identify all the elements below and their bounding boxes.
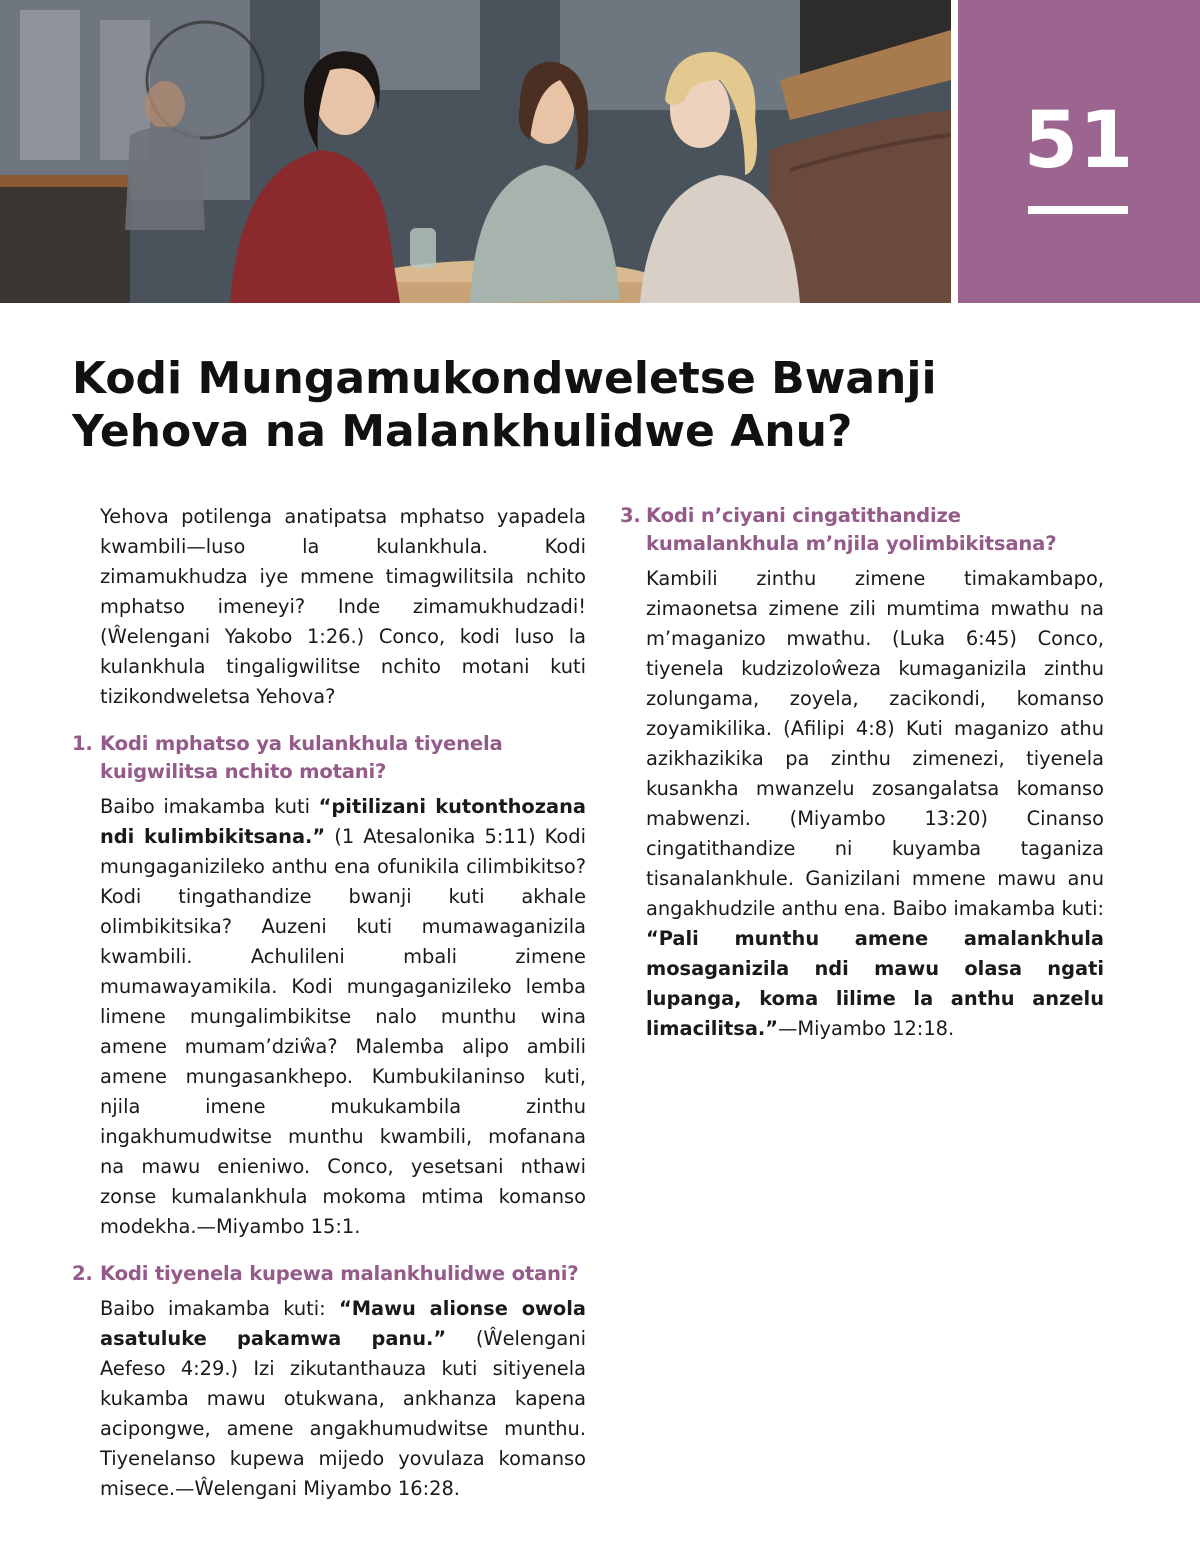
answer-3-paragraph <box>620 564 1104 1044</box>
page-title-line1: Kodi Mungamukondweletse Bwanji <box>72 353 937 404</box>
cafe-scene-illustration <box>0 0 951 303</box>
answer-2-quote: “Mawu alionse owola asatuluke pakamwa panu.” <box>100 1297 586 1350</box>
answer-2-paragraph <box>72 1294 586 1504</box>
page-title <box>72 352 1072 458</box>
question-2-number: 2. <box>72 1262 93 1285</box>
answer-2-post: (Ŵelengani Aefeso 4:29.) Izi zikutanthauza kuti sitiyenela kukamba mawu otukwana, ankhanza kapena acipongwe, amene angakhumudwitse munthu. Tiyenelanso kupewa mijedo yovulaza komanso misece.—Ŵelengani Miyambo 16:28. <box>100 1327 586 1500</box>
question-3-text: Kodi n’ciyani cingatithandize kumalankhula m’njila yolimbikitsana? <box>646 504 1057 555</box>
page-title-line2: Yehova na Malankhulidwe Anu? <box>72 406 853 457</box>
question-2-text: Kodi tiyenela kupewa malankhulidwe otani? <box>100 1262 579 1285</box>
question-1 <box>72 730 586 786</box>
answer-2-pre: Baibo imakamba kuti: <box>100 1297 339 1320</box>
intro-paragraph: Yehova potilenga anatipatsa mphatso yapadela kwambili—luso la kulankhula. Kodi zimamukhudza iye mmene timagwilitsila nchito mphatso imeneyi? Inde zimamukhudzadi! (Ŵelengani Yakobo 1:26.) Conco, kodi luso la kulankhula tingaligwilitse nchito motani kuti tizikondweletsa Yehova? <box>100 505 586 708</box>
chapter-number: 51 <box>1023 96 1135 186</box>
right-column <box>620 502 1104 1044</box>
answer-3-quote: “Pali munthu amene amalankhula mosaganizila ndi mawu olasa ngati lupanga, koma lilime la anthu anzelu limacilitsa.” <box>646 927 1104 1040</box>
chapter-rule <box>1028 206 1128 214</box>
question-1-number: 1. <box>72 732 93 755</box>
answer-1-paragraph <box>72 792 586 1242</box>
header-photo <box>0 0 951 303</box>
answer-1-post: (1 Atesalonika 5:11) Kodi mungaganizileko anthu ena ofunikila cilimbikitso? Kodi tingathandize bwanji kuti akhale olimbikitsika? Auzeni kuti mumawaganizila kwambili. Achulileni mbali zimene mumawayamikila. Kodi mungaganizileko lemba limene mungalimbikitse nalo munthu wina amene mumam’dziŵa? Malemba alipo ambili amene mungasankhepo. Kumbukilaninso kuti, njila imene mukukambila zinthu ingakhumudwitse munthu kwambili, mofanana na mawu enieniwo. Conco, yesetsani nthawi zonse kumalankhula mokoma mtima komanso modekha.—Miyambo 15:1. <box>100 825 586 1238</box>
question-1-text: Kodi mphatso ya kulankhula tiyenela kuigwilitsa nchito motani? <box>100 732 503 783</box>
answer-3-post: —Miyambo 12:18. <box>778 1017 955 1040</box>
answer-1-pre: Baibo imakamba kuti <box>100 795 319 818</box>
chapter-badge <box>958 0 1200 303</box>
question-2 <box>72 1260 586 1288</box>
left-column <box>72 502 586 1504</box>
question-3 <box>620 502 1104 558</box>
question-3-number: 3. <box>620 504 641 527</box>
answer-3-pre: Kambili zinthu zimene timakambapo, zimaonetsa zimene zili mumtima mwathu na m’maganizo mwathu. (Luka 6:45) Conco, tiyenela kudzizoloŵeza kumaganizila zinthu zolungama, zoyela, zacikondi, komanso zoyamikilika. (Afilipi 4:8) Kuti maganizo athu azikhazikika pa zinthu zimenezi, tiyenela kusankha mwanzelu zosangalatsa komanso mabwenzi. (Miyambo 13:20) Cinanso cingatithandize ni kuyamba taganiza tisanalankhule. Ganizilani mmene mawu anu angakhudzile anthu ena. Baibo imakamba kuti: <box>646 567 1104 920</box>
answer-1-quote: “pitilizani kutonthozana ndi kulimbikitsana.” <box>100 795 586 848</box>
